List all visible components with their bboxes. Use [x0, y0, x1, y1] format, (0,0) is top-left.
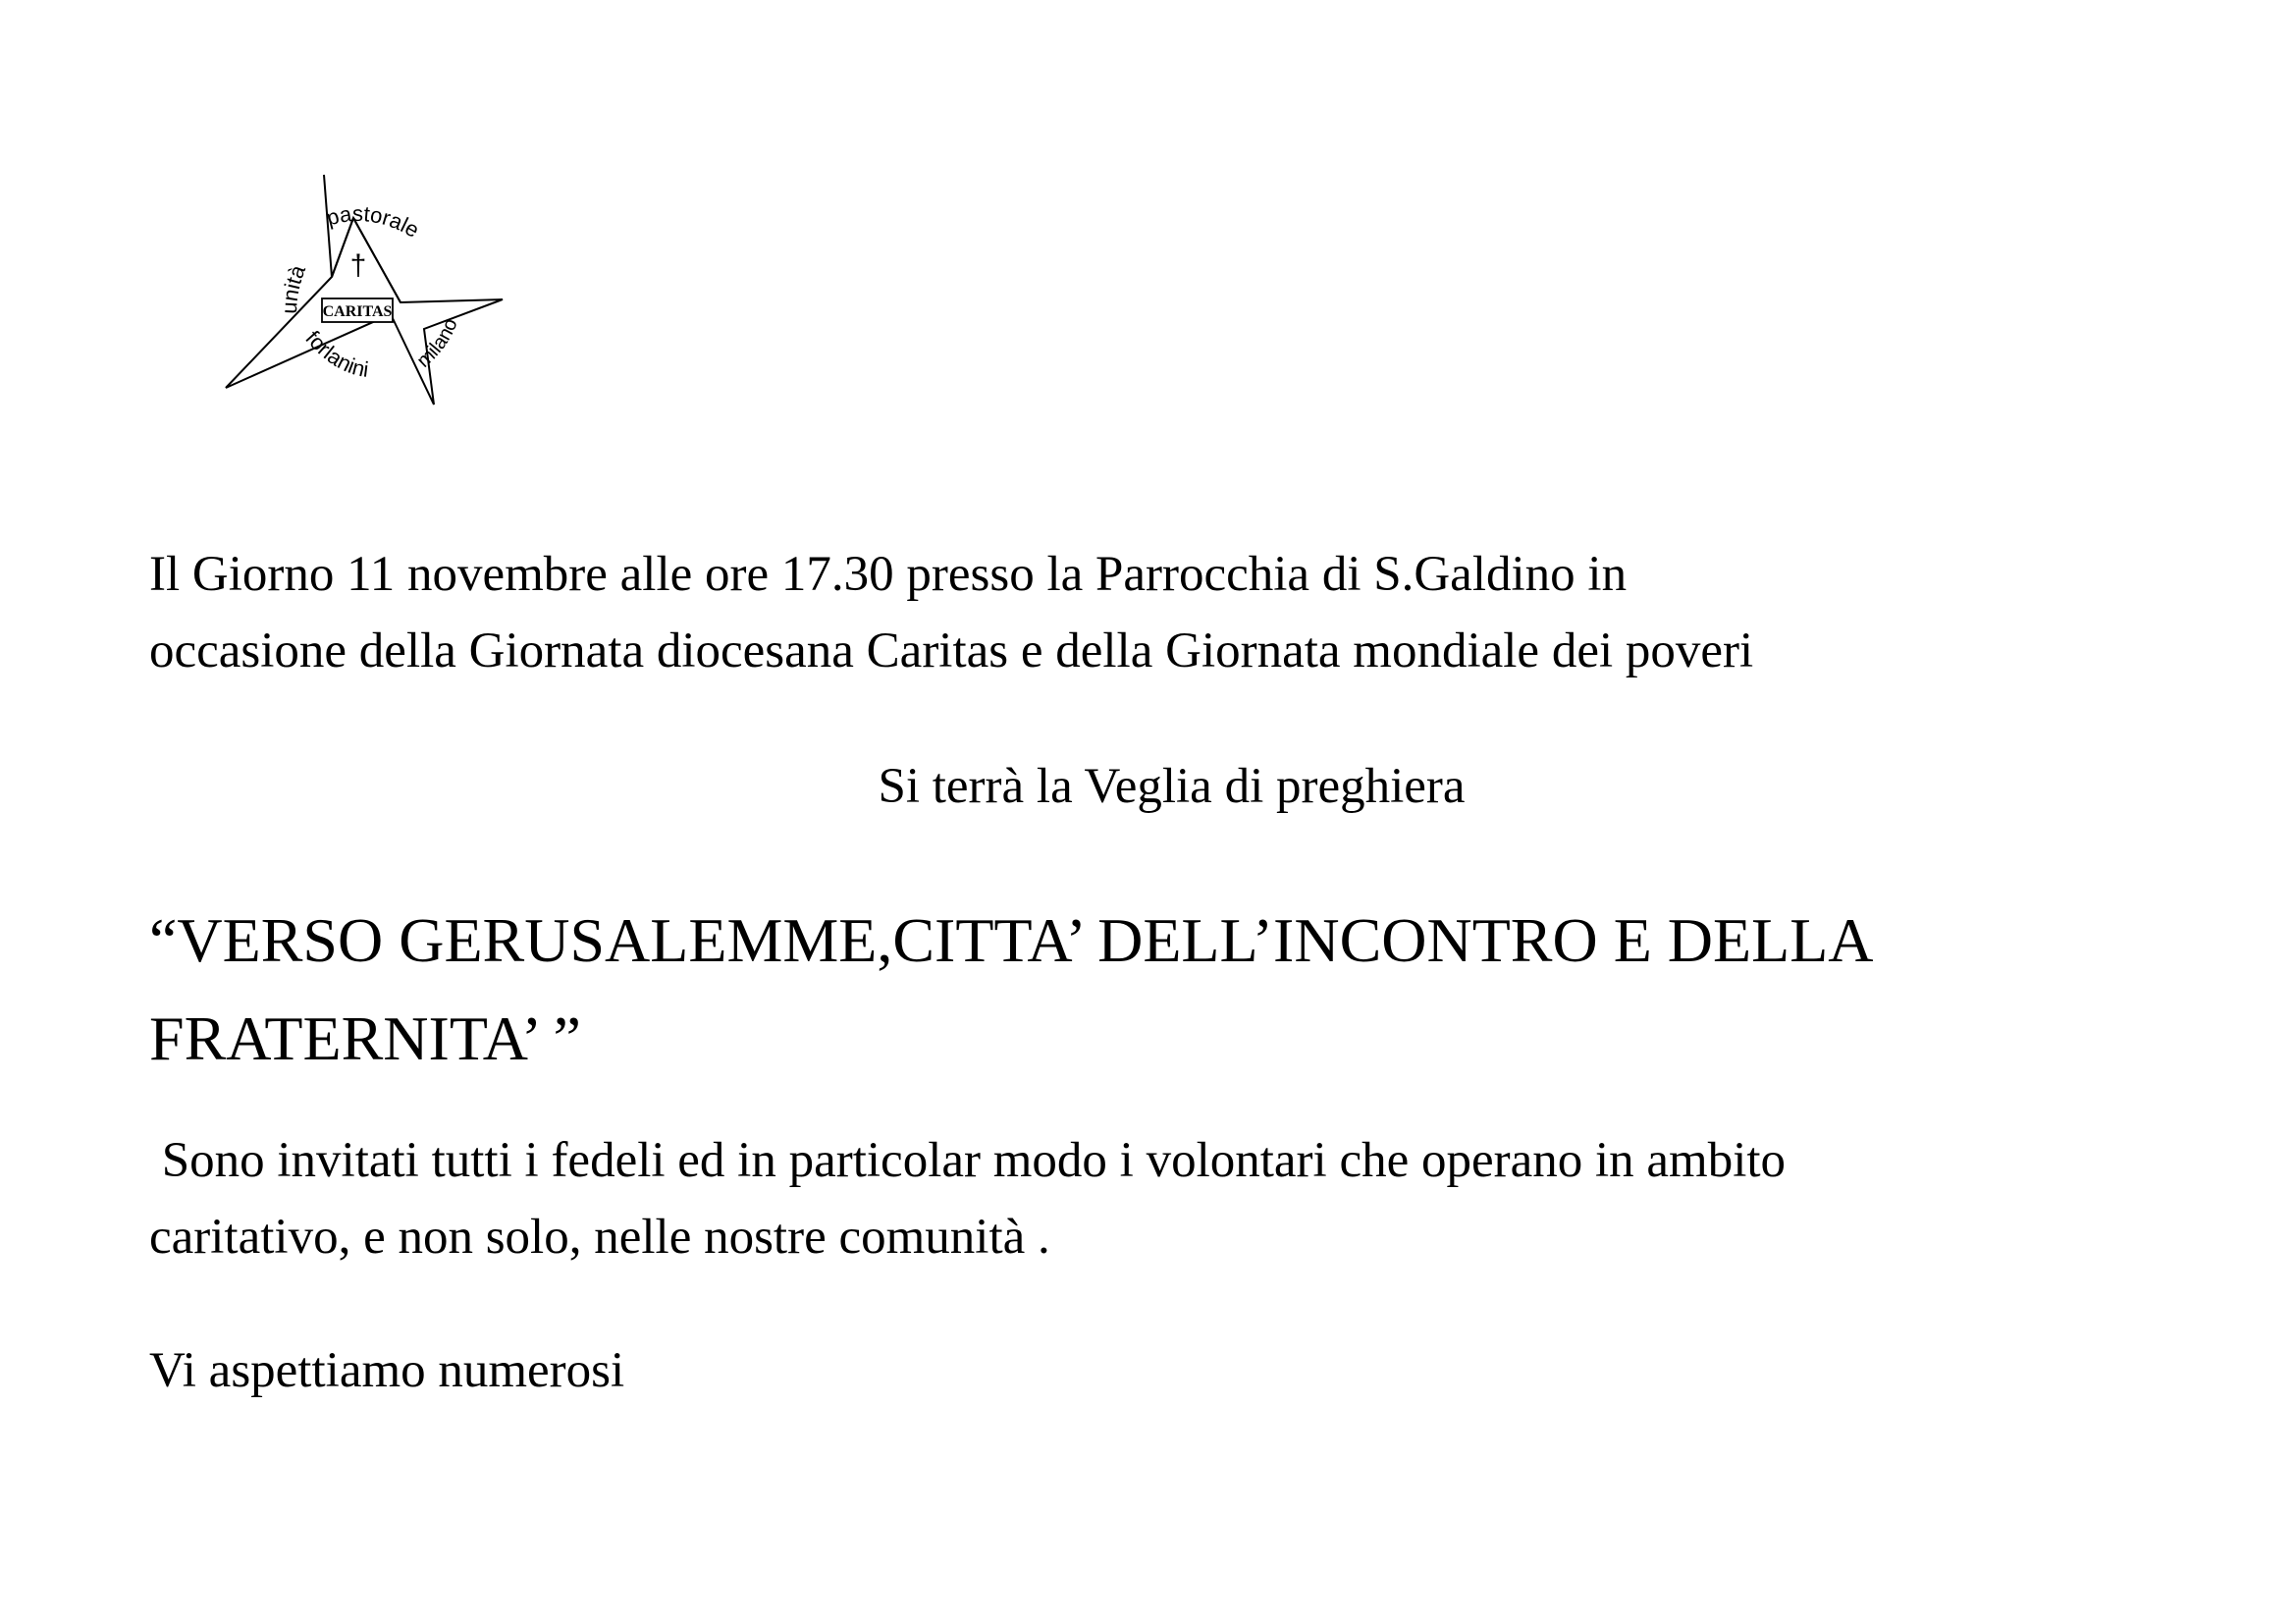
veglia-announcement — [0, 748, 2296, 825]
intro-paragraph — [149, 536, 2162, 689]
logo-word-left: unità — [276, 261, 311, 315]
logo-word-bottom: forlanini — [300, 325, 370, 382]
caritas-star-emblem — [206, 167, 520, 422]
cross-icon: † — [349, 249, 367, 282]
event-motto — [149, 892, 2211, 1088]
closing-text: Vi aspettiamo numerosi — [149, 1343, 625, 1398]
closing-line — [149, 1332, 2162, 1409]
logo-word-top: pastorale — [323, 200, 424, 243]
motto-line-1: “VERSO GERUSALEMME,CITTA’ DELL’INCONTRO E DELLA — [149, 905, 1874, 975]
invitation-line-2: caritativo, e non solo, nelle nostre comunità . — [149, 1210, 1050, 1265]
logo-word-right: milano — [412, 315, 462, 372]
logo-caritas-label: CARITAS — [322, 303, 393, 320]
motto-line-2: FRATERNITA’ ” — [149, 1003, 581, 1073]
invitation-paragraph — [149, 1122, 2162, 1275]
intro-line-1: Il Giorno 11 novembre alle ore 17.30 presso la Parrocchia di S.Galdino in — [149, 547, 1628, 602]
veglia-text: Si terrà la Veglia di preghiera — [878, 759, 1466, 814]
intro-line-2: occasione della Giornata diocesana Caritas e della Giornata mondiale dei poveri — [149, 623, 1754, 678]
invitation-line-1: Sono invitati tutti i fedeli ed in particolar modo i volontari che operano in ambito — [149, 1133, 1787, 1188]
caritas-logo — [206, 167, 520, 422]
